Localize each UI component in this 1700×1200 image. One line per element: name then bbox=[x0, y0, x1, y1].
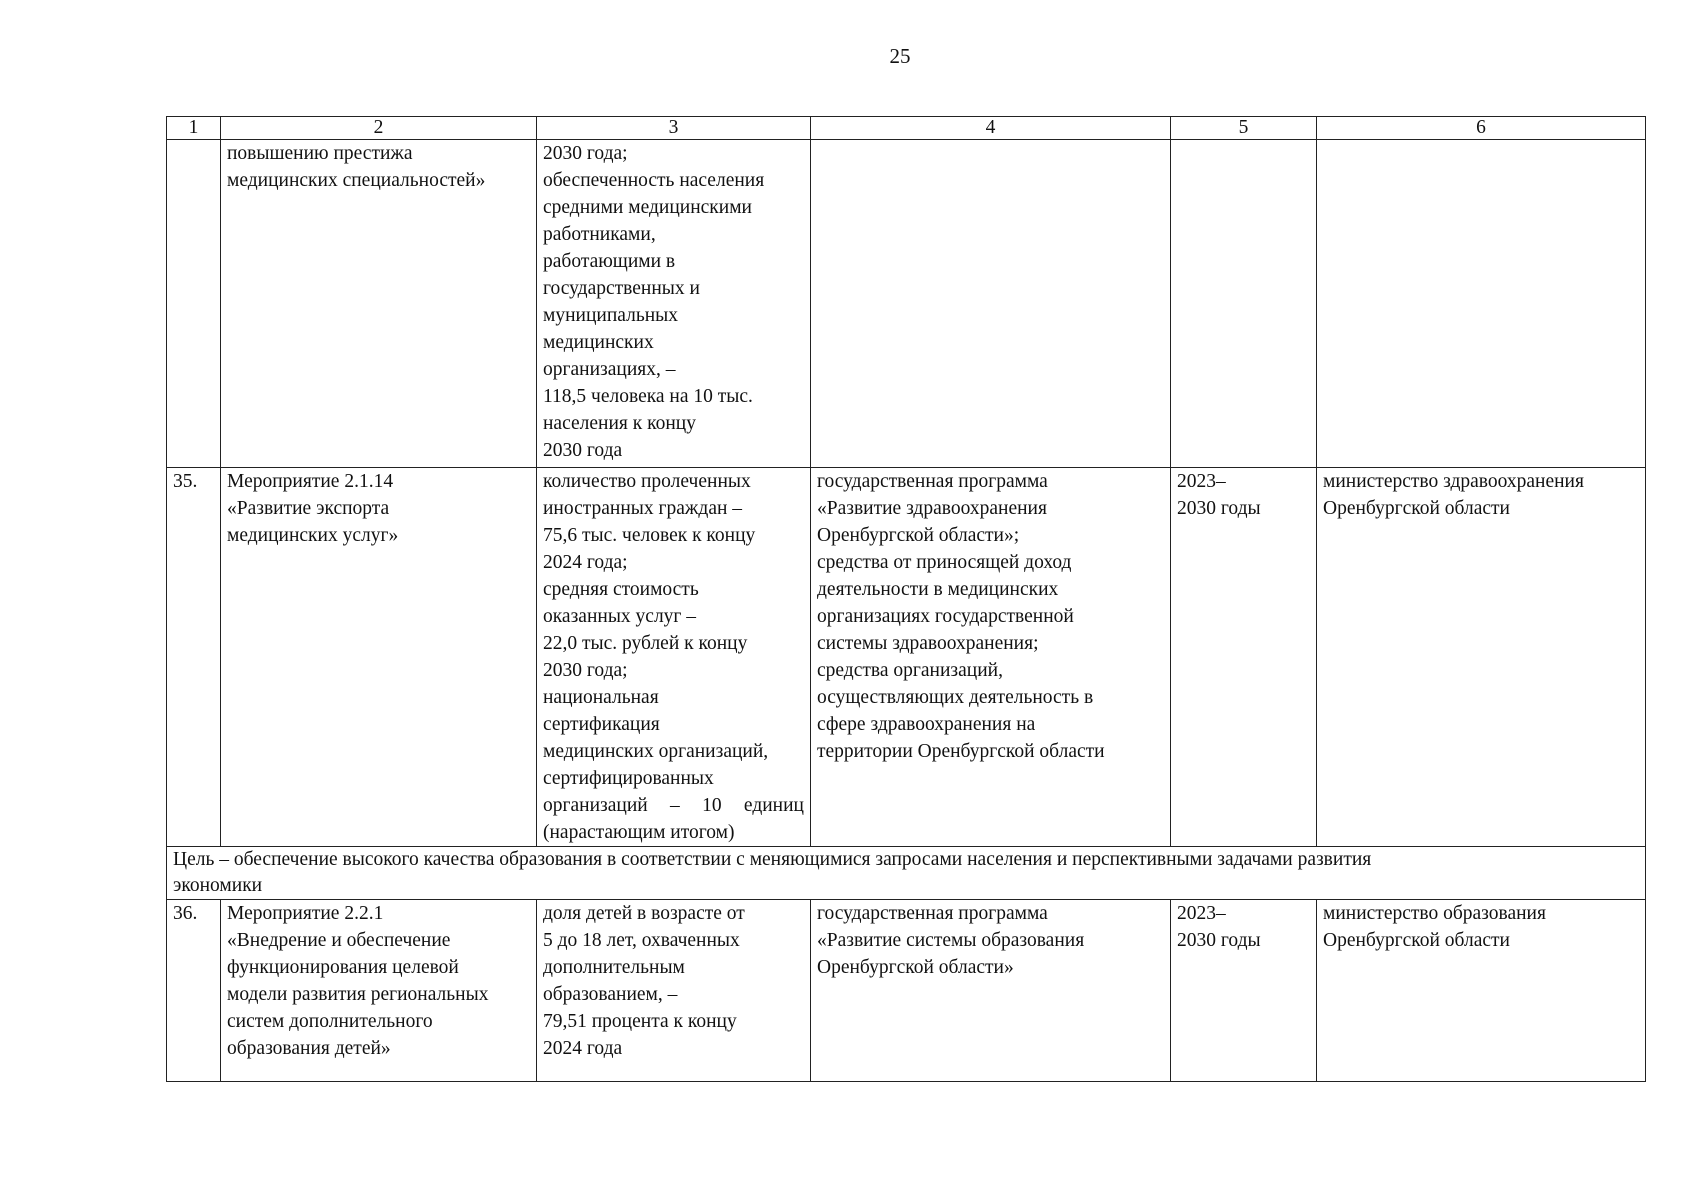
goal-text-line: Цель – обеспечение высокого качества образования в соответствии с меняющимися запросами населения и перспективными задачами развития bbox=[173, 849, 1372, 870]
text-line: организациях государственной bbox=[817, 606, 1074, 627]
text-line: «Развитие здравоохранения bbox=[817, 498, 1047, 519]
source-cell bbox=[811, 468, 1171, 847]
text-line: медицинских bbox=[543, 332, 654, 353]
text-line: работниками, bbox=[543, 224, 656, 245]
indicators-cell bbox=[537, 140, 811, 468]
table-row bbox=[167, 140, 1646, 468]
text-line: «Развитие системы образования bbox=[817, 930, 1085, 951]
goal-row bbox=[167, 847, 1646, 900]
text-line: 2024 года; bbox=[543, 552, 628, 573]
text-line: «Развитие экспорта bbox=[227, 498, 390, 519]
text-line: государственная программа bbox=[817, 903, 1048, 924]
text-line: 22,0 тыс. рублей к концу bbox=[543, 633, 748, 654]
text-line: министерство здравоохранения bbox=[1323, 471, 1584, 492]
text-line: Оренбургской области»; bbox=[817, 525, 1020, 546]
executor-cell bbox=[1317, 140, 1646, 468]
event-cell bbox=[221, 140, 537, 468]
text-line: повышению престижа bbox=[227, 143, 413, 164]
page-number: 25 bbox=[889, 44, 911, 68]
text-line: средняя стоимость bbox=[543, 579, 699, 600]
period-cell bbox=[1171, 140, 1317, 468]
text-line: министерство образования bbox=[1323, 903, 1546, 924]
text-line: средства организаций, bbox=[817, 660, 1003, 681]
indicators-cell bbox=[537, 900, 811, 1082]
column-header-3: 3 bbox=[537, 117, 811, 140]
table-header-row bbox=[167, 117, 1646, 140]
text-line: (нарастающим итогом) bbox=[543, 822, 735, 843]
source-cell bbox=[811, 900, 1171, 1082]
text-line: модели развития региональных bbox=[227, 984, 489, 1005]
text-line: Оренбургской области» bbox=[817, 957, 1014, 978]
period-cell bbox=[1171, 468, 1317, 847]
text-line: работающими в bbox=[543, 251, 676, 272]
column-header-4: 4 bbox=[811, 117, 1171, 140]
text-line: осуществляющих деятельность в bbox=[817, 687, 1094, 708]
indicators-cell bbox=[537, 468, 811, 847]
text-line: национальная bbox=[543, 687, 659, 708]
column-header-2: 2 bbox=[221, 117, 537, 140]
text-line: 79,51 процента к концу bbox=[543, 1011, 737, 1032]
text-line: «Внедрение и обеспечение bbox=[227, 930, 451, 951]
period-cell bbox=[1171, 900, 1317, 1082]
source-cell bbox=[811, 140, 1171, 468]
text-line: медицинских организаций, bbox=[543, 741, 769, 762]
text-line: количество пролеченных bbox=[543, 471, 751, 492]
text-line: системы здравоохранения; bbox=[817, 633, 1039, 654]
text-line: функционирования целевой bbox=[227, 957, 459, 978]
text-line: 2030 года; bbox=[543, 143, 628, 164]
text-line: 118,5 человека на 10 тыс. bbox=[543, 386, 753, 407]
goal-cell bbox=[167, 847, 1646, 900]
text-line: сертификация bbox=[543, 714, 660, 735]
text-line: доля детей в возрасте от bbox=[543, 903, 745, 924]
text-line: организаций – 10 единиц bbox=[543, 795, 804, 816]
text-line: Оренбургской области bbox=[1323, 498, 1510, 519]
table-row bbox=[167, 468, 1646, 847]
text-line: обеспеченность населения bbox=[543, 170, 765, 191]
text-line: сфере здравоохранения на bbox=[817, 714, 1036, 735]
text-line: медицинских специальностей» bbox=[227, 170, 486, 191]
text-line: государственная программа bbox=[817, 471, 1048, 492]
executor-cell bbox=[1317, 468, 1646, 847]
text-line: сертифицированных bbox=[543, 768, 714, 789]
text-line: 2030 годы bbox=[1177, 498, 1261, 519]
column-header-5: 5 bbox=[1171, 117, 1317, 140]
text-line: 5 до 18 лет, охваченных bbox=[543, 930, 740, 951]
event-cell bbox=[221, 900, 537, 1082]
text-line: Мероприятие 2.1.14 bbox=[227, 471, 394, 492]
text-line: средними медицинскими bbox=[543, 197, 752, 218]
text-line: организациях, – bbox=[543, 359, 676, 380]
text-line: медицинских услуг» bbox=[227, 525, 399, 546]
goal-text-line: экономики bbox=[173, 875, 263, 896]
event-cell bbox=[221, 468, 537, 847]
text-line: 2024 года bbox=[543, 1038, 623, 1059]
text-line: 75,6 тыс. человек к концу bbox=[543, 525, 756, 546]
text-line: 2030 годы bbox=[1177, 930, 1261, 951]
text-line: населения к концу bbox=[543, 413, 696, 434]
text-line: муниципальных bbox=[543, 305, 679, 326]
text-line: систем дополнительного bbox=[227, 1011, 433, 1032]
executor-cell bbox=[1317, 900, 1646, 1082]
text-line: 2023– bbox=[1177, 903, 1226, 924]
text-line: 2023– bbox=[1177, 471, 1226, 492]
text-line: образованием, – bbox=[543, 984, 678, 1005]
row-number-cell: 35. bbox=[167, 468, 221, 847]
text-line: деятельности в медицинских bbox=[817, 579, 1059, 600]
row-number-cell bbox=[167, 140, 221, 468]
row-number-cell: 36. bbox=[167, 900, 221, 1082]
text-line: дополнительным bbox=[543, 957, 685, 978]
text-line: Мероприятие 2.2.1 bbox=[227, 903, 384, 924]
text-line: 2030 года; bbox=[543, 660, 628, 681]
text-line: оказанных услуг – bbox=[543, 606, 697, 627]
text-line: образования детей» bbox=[227, 1038, 391, 1059]
measures-table bbox=[166, 116, 1646, 1082]
text-line: иностранных граждан – bbox=[543, 498, 743, 519]
text-line: 2030 года bbox=[543, 440, 623, 461]
text-line: Оренбургской области bbox=[1323, 930, 1510, 951]
text-line: средства от приносящей доход bbox=[817, 552, 1072, 573]
column-header-1: 1 bbox=[167, 117, 221, 140]
text-line: территории Оренбургской области bbox=[817, 741, 1105, 762]
text-line: государственных и bbox=[543, 278, 700, 299]
column-header-6: 6 bbox=[1317, 117, 1646, 140]
table-row bbox=[167, 900, 1646, 1082]
